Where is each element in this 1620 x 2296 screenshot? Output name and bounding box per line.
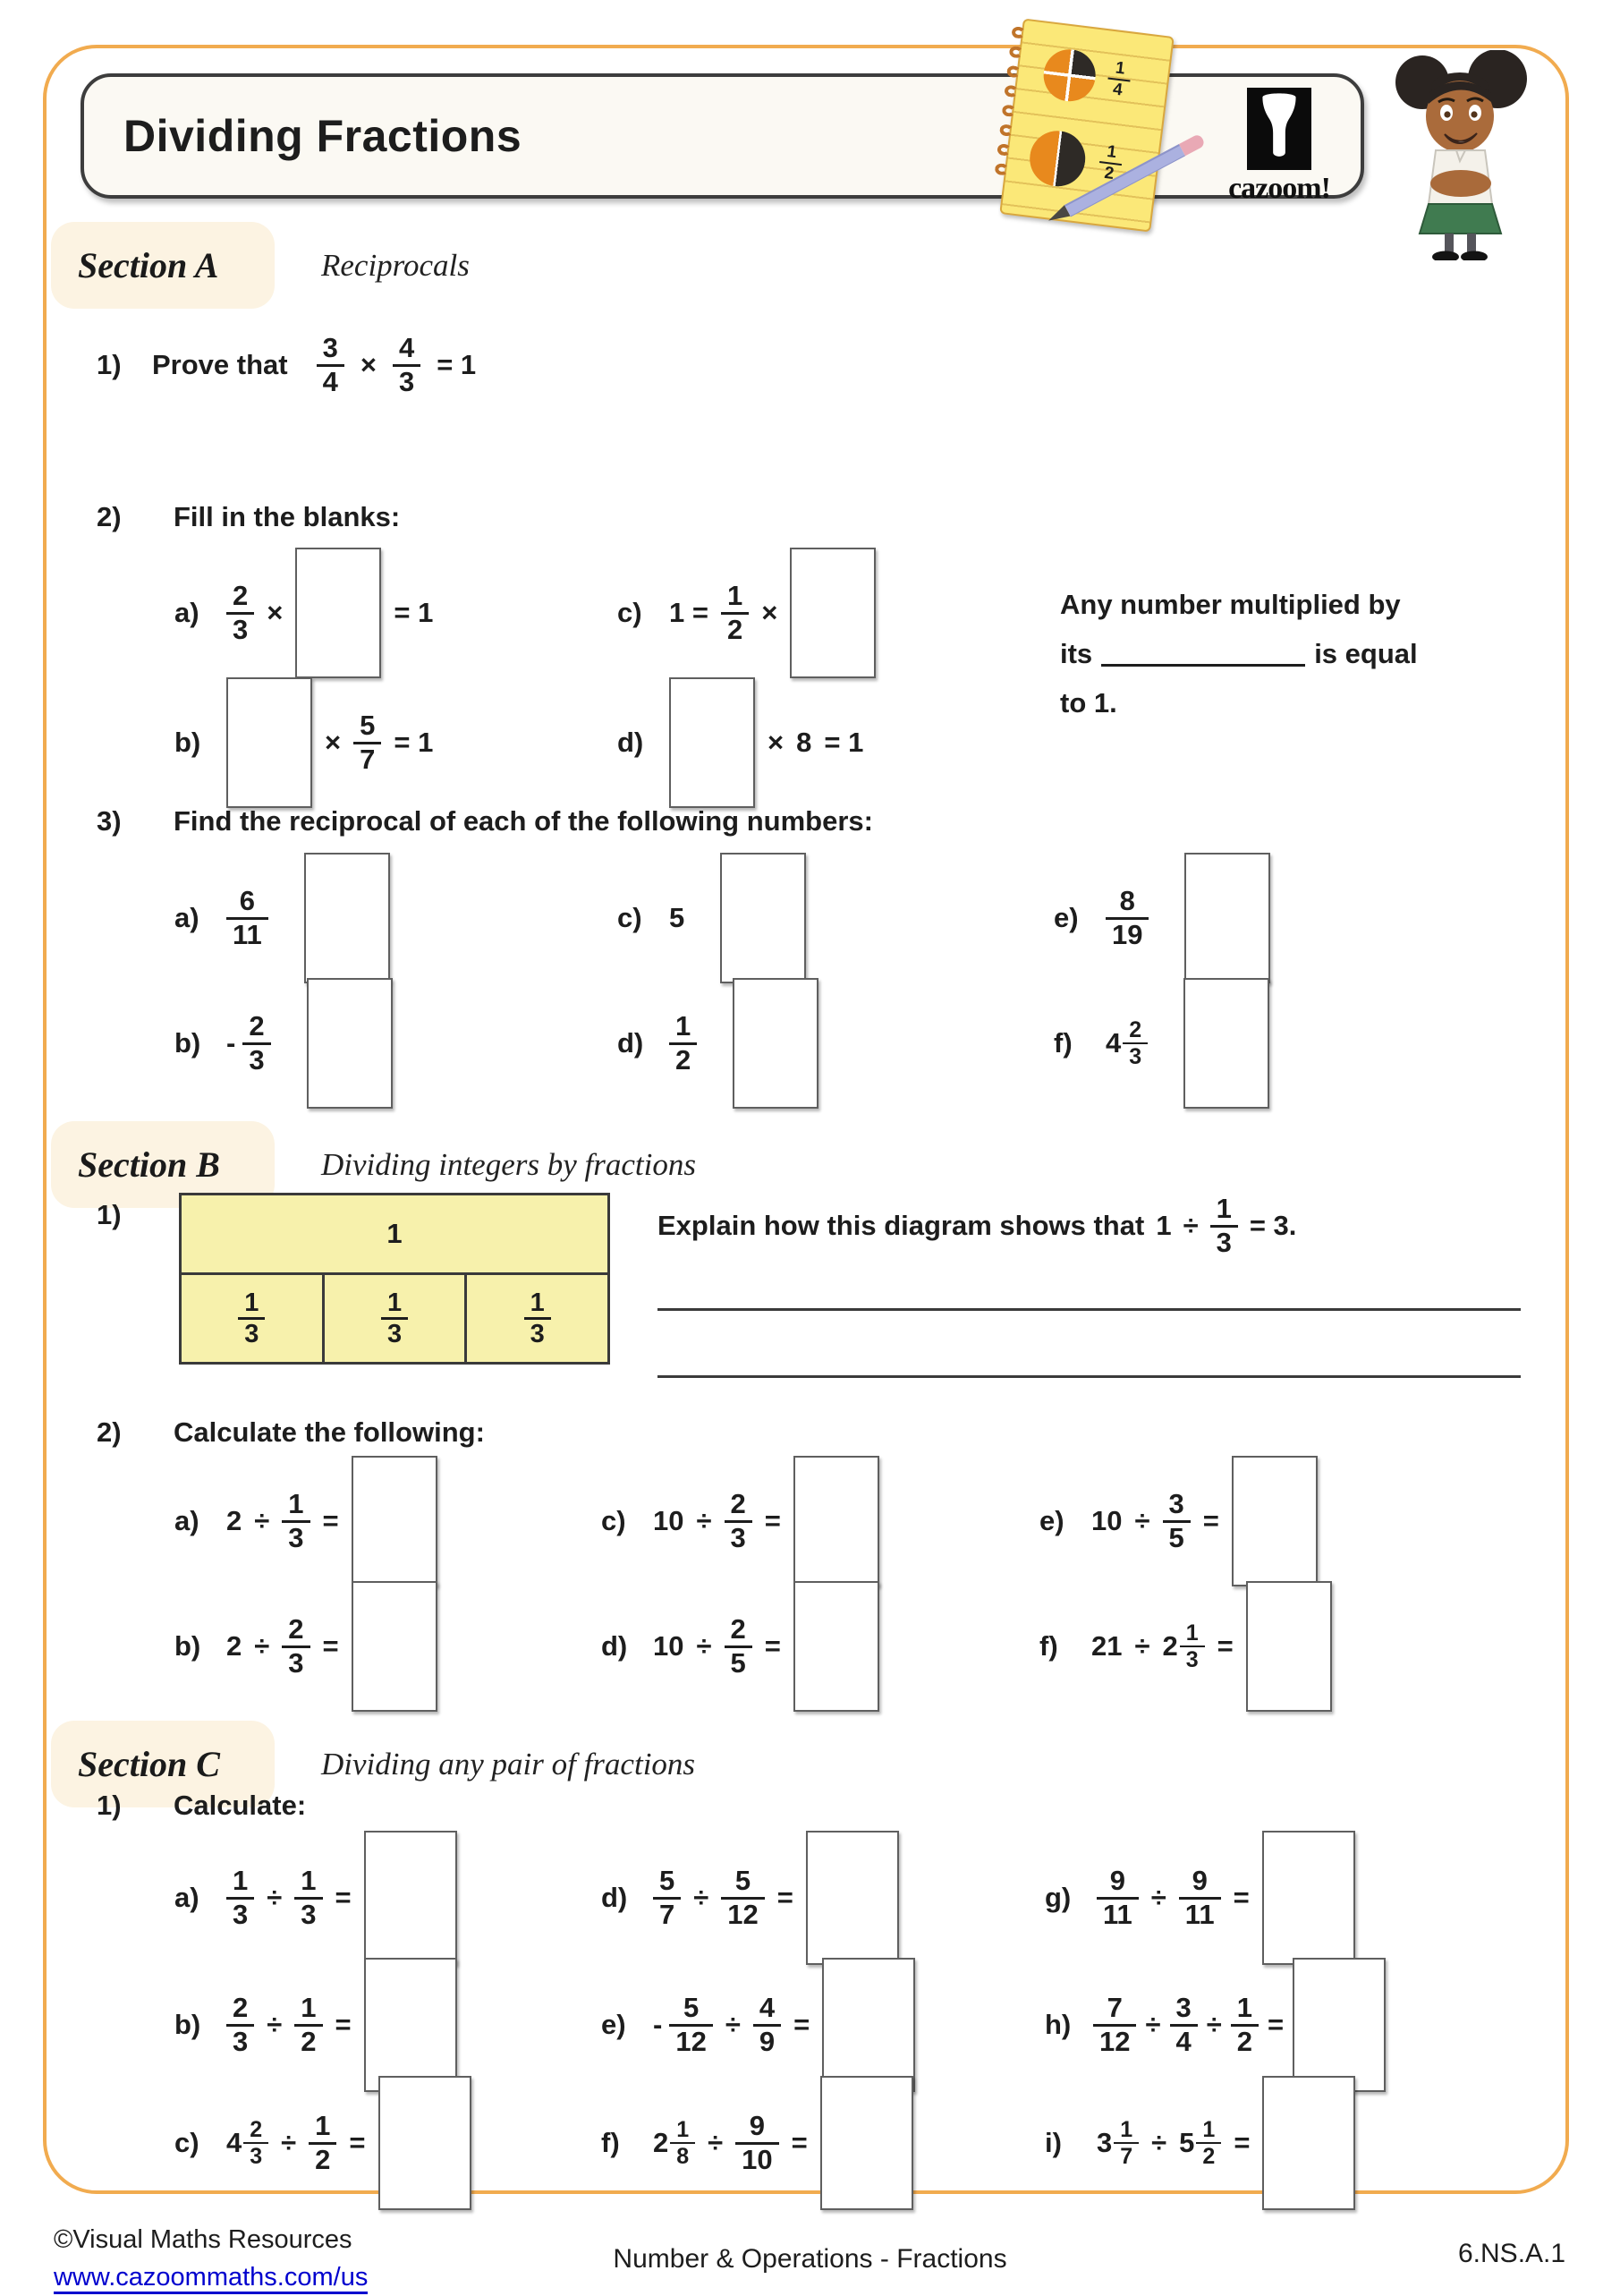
fraction: $\frac{3}{4}$ <box>1170 1993 1198 2057</box>
question-text: Explain how this diagram shows that <box>657 1210 1145 1241</box>
operator-divide: ÷ <box>1151 2127 1167 2158</box>
equals-one: = 1 <box>394 727 434 758</box>
item-a3b <box>174 978 393 1109</box>
item-label: c) <box>617 902 642 933</box>
item-label: d) <box>601 1630 628 1662</box>
student-character-illustration <box>1382 50 1539 260</box>
item-a3d <box>617 978 818 1109</box>
item-a2a <box>174 548 433 678</box>
whole-bar: 1 <box>179 1193 610 1275</box>
mixed-number: 5 $\frac{1}{2}$ <box>1179 2117 1221 2170</box>
reciprocal-note <box>1060 580 1480 728</box>
answer-box[interactable] <box>790 548 876 678</box>
question-number: 1) <box>97 1790 122 1821</box>
operator-divide: ÷ <box>254 1630 270 1662</box>
cazoom-wordmark: cazoom! <box>1228 172 1330 205</box>
fraction: $\frac{9}{10}$ <box>735 2111 778 2175</box>
question-text: Find the reciprocal of each of the following numbers: <box>174 805 873 837</box>
answer-box[interactable] <box>1183 978 1269 1109</box>
footer-standard-code: 6.NS.A.1 <box>1458 2239 1566 2268</box>
answer-line[interactable] <box>657 1375 1521 1378</box>
item-b2e <box>1039 1456 1318 1586</box>
answer-box[interactable] <box>806 1831 899 1965</box>
operator-divide: ÷ <box>281 2127 297 2158</box>
equals-sign: = <box>335 2009 352 2040</box>
item-c1h <box>1045 1960 1386 2090</box>
item-label: h) <box>1045 2009 1072 2040</box>
question-a1 <box>97 311 476 419</box>
operator-divide: ÷ <box>254 1505 270 1536</box>
item-label: f) <box>1054 1027 1073 1059</box>
answer-box[interactable] <box>352 1456 437 1586</box>
item-b2a <box>174 1456 437 1586</box>
item-b2b <box>174 1581 437 1712</box>
item-label: c) <box>174 2127 199 2158</box>
drum-icon <box>1247 88 1311 170</box>
answer-box[interactable] <box>820 2076 913 2210</box>
item-label: d) <box>617 727 644 758</box>
item-label: i) <box>1045 2127 1062 2158</box>
item-label: b) <box>174 2009 201 2040</box>
section-b-chip: Section B <box>51 1121 275 1208</box>
integer: 2 <box>226 1630 242 1662</box>
fraction: $\frac{1}{3}$ <box>282 1489 310 1553</box>
question-text: Calculate: <box>174 1790 307 1821</box>
fraction: $\frac{9}{11}$ <box>1097 1866 1139 1930</box>
fill-blank-line[interactable] <box>1101 639 1305 667</box>
section-a-header <box>51 222 470 309</box>
fraction: $\frac{8}{19}$ <box>1106 886 1149 950</box>
equals-sign: = <box>776 1882 793 1913</box>
operator-times: × <box>325 727 342 758</box>
operator-divide: ÷ <box>267 2009 283 2040</box>
mixed-number: 4 $\frac{2}{3}$ <box>226 2117 268 2170</box>
answer-box[interactable] <box>793 1456 879 1586</box>
equals-sign: = <box>349 2127 366 2158</box>
integer: 21 <box>1091 1630 1123 1662</box>
equals-sign: = <box>1268 2009 1285 2040</box>
item-c1a <box>174 1833 457 1963</box>
fraction: $\frac{4}{9}$ <box>753 1993 781 2057</box>
item-label: a) <box>174 902 199 933</box>
answer-box[interactable] <box>352 1581 437 1712</box>
mixed-number: 2 $\frac{1}{8}$ <box>653 2117 695 2170</box>
item-c1f <box>601 2078 913 2208</box>
section-a-chip: Section A <box>51 222 275 309</box>
item-b2d <box>601 1581 879 1712</box>
thirds-row <box>179 1275 610 1365</box>
operator-divide: ÷ <box>1183 1210 1199 1241</box>
fraction: $\frac{2}{3}$ <box>725 1489 752 1553</box>
item-label: c) <box>617 597 642 628</box>
item-label: e) <box>1054 902 1079 933</box>
answer-box[interactable] <box>364 1958 457 2092</box>
item-label: b) <box>174 1630 201 1662</box>
operator-divide: ÷ <box>696 1630 712 1662</box>
third-cell: $\frac{1}{3}$ <box>322 1275 465 1362</box>
question-text: Fill in the blanks: <box>174 501 401 532</box>
item-a3c <box>617 853 806 983</box>
answer-box[interactable] <box>378 2076 471 2210</box>
operator-divide: ÷ <box>693 1882 709 1913</box>
item-label: d) <box>617 1027 644 1059</box>
item-label: b) <box>174 1027 201 1059</box>
operator-times: × <box>761 597 778 628</box>
third-cell: $\frac{1}{3}$ <box>182 1275 322 1362</box>
question-c1 <box>97 1790 306 1822</box>
section-c-chip: Section C <box>51 1721 275 1807</box>
fraction: $\frac{6}{11}$ <box>226 886 268 950</box>
item-a3a <box>174 853 390 983</box>
fraction: $\frac{1}{2}$ <box>1231 1993 1259 2057</box>
note-line2-pre: its <box>1060 638 1093 670</box>
equals-sign: = <box>791 2127 808 2158</box>
operator-divide: ÷ <box>267 1882 283 1913</box>
answer-box[interactable] <box>1246 1581 1332 1712</box>
answer-box[interactable] <box>307 978 393 1109</box>
item-label: b) <box>174 727 201 758</box>
answer-box[interactable] <box>304 853 390 983</box>
website-link[interactable]: www.cazoommaths.com/us <box>54 2263 368 2294</box>
operator-divide: ÷ <box>1206 2009 1222 2040</box>
equals-sign: = <box>335 1882 352 1913</box>
answer-box[interactable] <box>1293 1958 1386 2092</box>
fraction: $\frac{2}{3}$ <box>242 1011 270 1076</box>
fraction: $\frac{7}{12}$ <box>1093 1993 1136 2057</box>
note-line3: to 1. <box>1060 687 1117 719</box>
mixed-number: 2 $\frac{1}{3}$ <box>1163 1620 1205 1673</box>
item-a2d <box>617 677 863 808</box>
question-b1 <box>97 1199 138 1231</box>
answer-box[interactable] <box>295 548 381 678</box>
fraction: $\frac{1}{3}$ <box>1210 1194 1238 1258</box>
item-label: a) <box>174 1882 199 1913</box>
fraction: $\frac{3}{4}$ <box>317 333 344 397</box>
item-a2c <box>617 548 876 678</box>
mixed-number: 4 $\frac{2}{3}$ <box>1106 1017 1148 1070</box>
answer-box[interactable] <box>669 677 755 808</box>
equals-sign: = <box>1217 1630 1234 1662</box>
item-c1g <box>1045 1833 1355 1963</box>
answer-box[interactable] <box>822 1958 915 2092</box>
minus-sign: - <box>653 2009 663 2040</box>
integer: 1 <box>1156 1210 1172 1241</box>
item-label: g) <box>1045 1882 1072 1913</box>
item-label: c) <box>601 1505 626 1536</box>
section-b-subtitle: Dividing integers by fractions <box>321 1146 696 1182</box>
fraction: $\frac{2}{5}$ <box>725 1614 752 1679</box>
note-line1: Any number multiplied by <box>1060 589 1401 620</box>
fraction: $\frac{1}{2}$ <box>294 1993 322 2057</box>
note-line2-post: is equal <box>1314 638 1418 670</box>
half-fraction-label: $\frac{1}{2}$ <box>1097 141 1124 185</box>
operator-divide: ÷ <box>1134 1630 1150 1662</box>
equals-three: = 3. <box>1249 1210 1297 1241</box>
question-a3 <box>97 805 873 838</box>
copyright-text: ©Visual Maths Resources <box>54 2225 352 2254</box>
quarter-fraction-label: $\frac{1}{4}$ <box>1106 58 1132 102</box>
answer-box[interactable] <box>1232 1456 1318 1586</box>
fraction: $\frac{2}{3}$ <box>226 581 254 645</box>
answer-box[interactable] <box>1184 853 1270 983</box>
fraction: $\frac{1}{2}$ <box>721 581 749 645</box>
title-box <box>81 73 1364 199</box>
item-a3e <box>1054 853 1270 983</box>
explain-prompt <box>657 1179 1296 1272</box>
fraction: $\frac{1}{2}$ <box>669 1011 697 1076</box>
operator-divide: ÷ <box>708 2127 724 2158</box>
item-a2b <box>174 677 433 808</box>
item-label: f) <box>1039 1630 1058 1662</box>
operator-divide: ÷ <box>725 2009 741 2040</box>
equals-one: = 1 <box>824 727 864 758</box>
third-cell: $\frac{1}{3}$ <box>464 1275 607 1362</box>
answer-box[interactable] <box>793 1581 879 1712</box>
question-text: Calculate the following: <box>174 1416 485 1448</box>
question-b2 <box>97 1416 485 1449</box>
fraction: $\frac{1}{3}$ <box>226 1866 254 1930</box>
section-c-subtitle: Dividing any pair of fractions <box>321 1746 696 1782</box>
footer-category: Number & Operations - Fractions <box>613 2244 1007 2274</box>
answer-box[interactable] <box>1262 2076 1355 2210</box>
equals-sign: = <box>322 1505 339 1536</box>
item-label: d) <box>601 1882 628 1913</box>
equals-one: = 1 <box>394 597 434 628</box>
minus-sign: - <box>226 1027 236 1059</box>
answer-box[interactable] <box>1262 1831 1355 1965</box>
answer-box[interactable] <box>364 1831 457 1965</box>
integer: 10 <box>1091 1505 1123 1536</box>
item-c1e <box>601 1960 915 2090</box>
fraction: $\frac{3}{5}$ <box>1163 1489 1191 1553</box>
equals-one: = 1 <box>437 349 477 380</box>
answer-box[interactable] <box>733 978 818 1109</box>
answer-box[interactable] <box>720 853 806 983</box>
integer: 5 <box>669 902 685 933</box>
fraction: $\frac{2}{3}$ <box>282 1614 310 1679</box>
operator-divide: ÷ <box>1145 2009 1161 2040</box>
operator-times: × <box>768 727 785 758</box>
fraction: $\frac{2}{3}$ <box>226 1993 254 2057</box>
equals-sign: = <box>1233 1882 1250 1913</box>
section-a-subtitle: Reciprocals <box>321 247 470 283</box>
item-a3f <box>1054 978 1269 1109</box>
operator-divide: ÷ <box>696 1505 712 1536</box>
integer: 2 <box>226 1505 242 1536</box>
fraction: $\frac{1}{3}$ <box>294 1866 322 1930</box>
question-number: 1) <box>97 1199 122 1230</box>
item-label: a) <box>174 597 199 628</box>
equals-sign: = <box>322 1630 339 1662</box>
integer: 10 <box>653 1630 684 1662</box>
operator-times: × <box>360 349 377 380</box>
item-c1i <box>1045 2078 1355 2208</box>
page-title: Dividing Fractions <box>123 111 522 161</box>
equals-sign: = <box>1202 1505 1219 1536</box>
equals-sign: = <box>764 1630 781 1662</box>
question-text: Prove that <box>152 349 288 380</box>
fraction: $\frac{1}{2}$ <box>309 2111 336 2175</box>
fraction: $\frac{5}{7}$ <box>653 1866 681 1930</box>
fraction: $\frac{4}{3}$ <box>393 333 420 397</box>
equals-sign: = <box>1234 2127 1251 2158</box>
question-number: 1) <box>97 349 122 380</box>
item-b2f <box>1039 1581 1332 1712</box>
fraction: $\frac{9}{11}$ <box>1179 1866 1221 1930</box>
item-label: e) <box>601 2009 626 2040</box>
item-label: a) <box>174 1505 199 1536</box>
integer: 8 <box>796 727 812 758</box>
question-a2 <box>97 501 400 533</box>
mixed-number: 3 $\frac{1}{7}$ <box>1097 2117 1139 2170</box>
answer-box[interactable] <box>226 677 312 808</box>
operator-divide: ÷ <box>1134 1505 1150 1536</box>
expression-prefix: 1 = <box>669 597 708 628</box>
item-c1b <box>174 1960 457 2090</box>
item-label: e) <box>1039 1505 1064 1536</box>
item-b2c <box>601 1456 879 1586</box>
answer-line[interactable] <box>657 1308 1521 1311</box>
notebook-illustration <box>999 18 1175 232</box>
fraction-bar-diagram <box>179 1193 610 1365</box>
equals-sign: = <box>764 1505 781 1536</box>
integer: 10 <box>653 1505 684 1536</box>
item-c1c <box>174 2078 471 2208</box>
operator-divide: ÷ <box>1150 1882 1166 1913</box>
fraction: $\frac{5}{12}$ <box>669 1993 712 2057</box>
item-c1d <box>601 1833 899 1963</box>
question-number: 2) <box>97 1416 122 1448</box>
item-label: f) <box>601 2127 620 2158</box>
question-number: 2) <box>97 501 122 532</box>
equals-sign: = <box>793 2009 810 2040</box>
operator-times: × <box>267 597 284 628</box>
question-number: 3) <box>97 805 122 837</box>
fraction: $\frac{5}{12}$ <box>721 1866 764 1930</box>
fraction: $\frac{5}{7}$ <box>353 710 381 775</box>
cazoom-logo <box>1212 88 1346 206</box>
